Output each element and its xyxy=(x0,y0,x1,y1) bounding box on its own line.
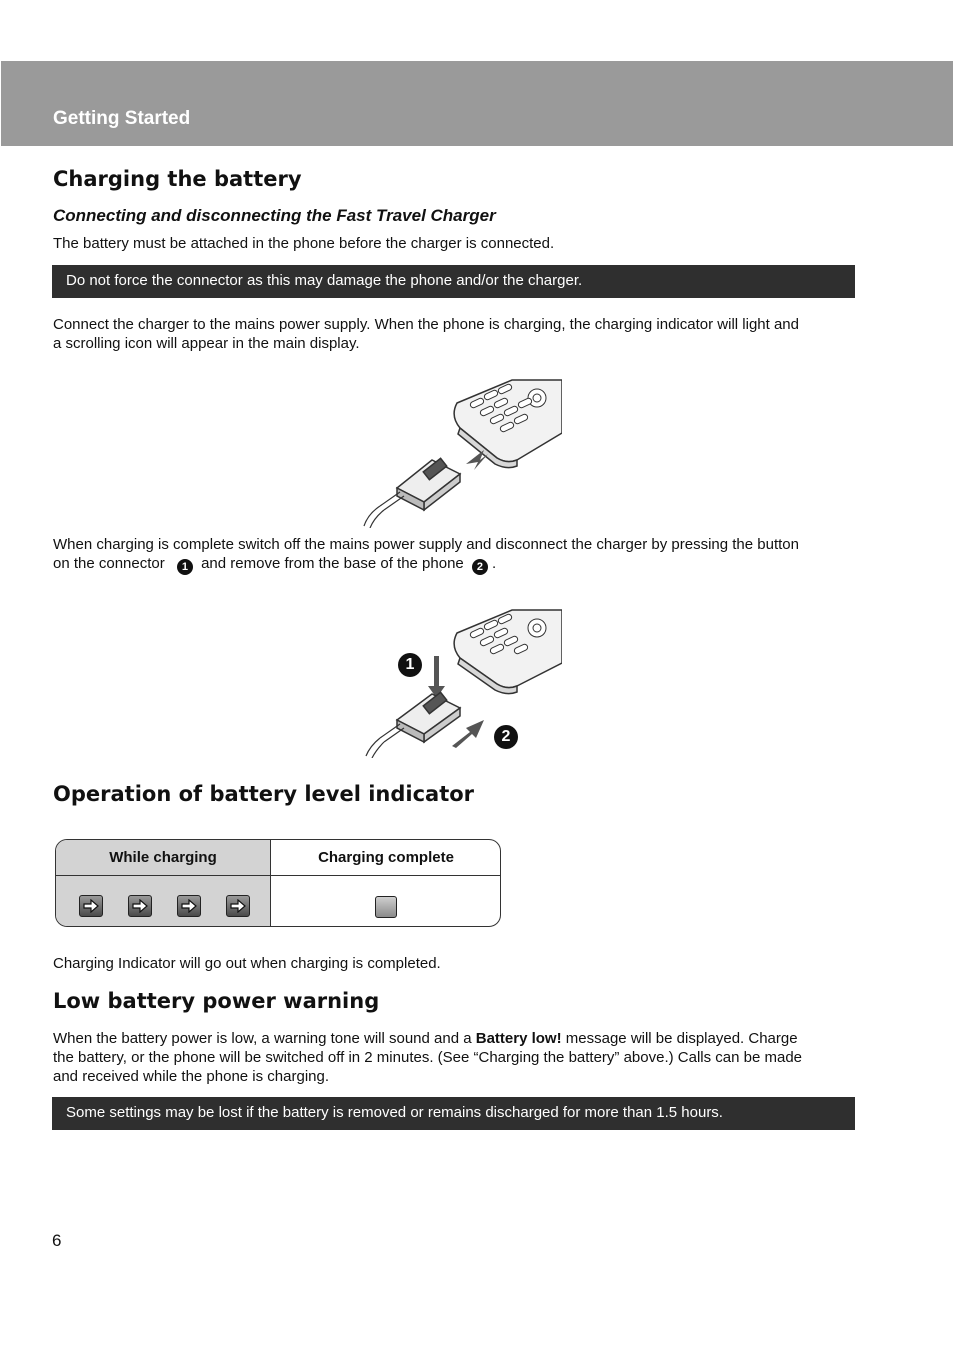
connect-paragraph xyxy=(53,315,855,353)
disconnect-charger-illustration xyxy=(362,608,562,758)
charging-arrow-icon xyxy=(128,895,152,917)
charging-intro: The battery must be attached in the phone before the charger is connected. xyxy=(53,235,555,252)
charging-arrow-icon xyxy=(79,895,103,917)
settings-warning: Some settings may be lost if the battery is removed or remains discharged for more than 1.5 hours. xyxy=(52,1097,855,1130)
charging-subtitle: Connecting and disconnecting the Fast Travel Charger xyxy=(53,206,496,225)
disconnect-line-2: on the connector 1 and remove from the base of the phone 2 . xyxy=(53,555,497,573)
low-battery-title: Low battery power warning xyxy=(53,989,380,1013)
step-2-marker: 2 xyxy=(472,559,488,575)
while-charging-header: While charging xyxy=(109,849,217,866)
section-label: Getting Started xyxy=(53,108,191,129)
low-battery-line-3: and received while the phone is charging. xyxy=(53,1068,330,1085)
page-number: 6 xyxy=(52,1231,62,1250)
connect-charger-illustration xyxy=(362,378,562,528)
step-1-marker: 1 xyxy=(177,559,193,575)
connect-line-1: Connect the charger to the mains power supply. When the phone is charging, the charging indicator will light and xyxy=(53,316,799,333)
charging-arrow-icon xyxy=(226,895,250,917)
indicator-note: Charging Indicator will go out when charging is completed. xyxy=(53,955,441,972)
connect-line-2: a scrolling icon will appear in the main display. xyxy=(53,335,360,352)
battery-indicator-table xyxy=(55,839,501,927)
low-battery-paragraph xyxy=(53,1029,855,1086)
charging-arrow-icon xyxy=(177,895,201,917)
disconnect-line-1: When charging is complete switch off the mains power supply and disconnect the charger by pressing the button xyxy=(53,536,799,553)
charging-title: Charging the battery xyxy=(53,167,302,191)
battery-low-message: Battery low! xyxy=(475,1030,562,1047)
charging-complete-header: Charging complete xyxy=(318,849,454,866)
connector-warning: Do not force the connector as this may damage the phone and/or the charger. xyxy=(52,265,855,298)
battery-full-icon xyxy=(375,896,397,918)
step-1-callout: 1 xyxy=(398,653,422,677)
low-battery-line-2: the battery, or the phone will be switched off in 2 minutes. (See “Charging the battery” above.) Calls can be made xyxy=(53,1049,803,1066)
disconnect-paragraph xyxy=(53,535,855,575)
step-2-callout: 2 xyxy=(494,725,518,749)
header-band xyxy=(1,61,953,146)
low-battery-line-1: When the battery power is low, a warning tone will sound and a Battery low! message will be displayed. Charge xyxy=(53,1030,798,1047)
indicator-title: Operation of battery level indicator xyxy=(53,782,475,806)
